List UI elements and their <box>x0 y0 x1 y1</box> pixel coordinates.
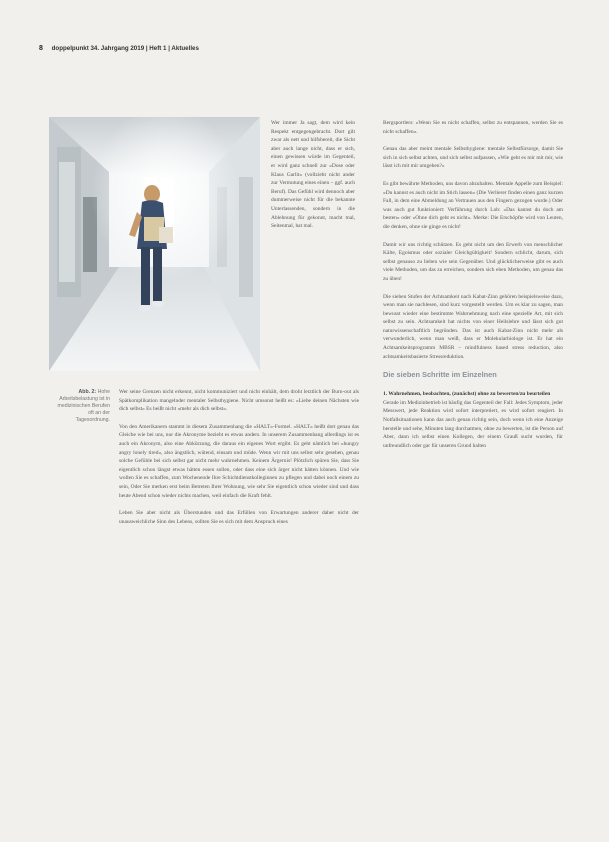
caption-text: Hohe Arbeitsbelastung ist in medizinischen Berufen oft an der Tagesordnung. <box>57 389 110 423</box>
paragraph: Von den Amerikanern stammt in diesem Zusammenhang die «HALT»-Formel. «HALT» heißt dort genau das Gleiche wie bei uns, nur die Akronyme bezieht es etwas anders. In unserem Zusammenhang allerdings ist es auch ein Akronym, also eine Abkürzung, die daraus ein eigenes Wort ergibt. Es geht nämlich bei «hungry angry lonely tired», also ängstlich, wütend, einsam und müde. Wenn wir mit uns selbst sehr gesehen, genau solche Gefühle bei sich selbst gar nicht mehr wahrnehmen. Keinem Ärgernis! Plötzlich spüren Sie, dass Sie eigentlich schon längst etwas hätten essen sollen, oder dass eine sich ärger nicht hätten können. Und wie wollen Sie es schaffen, zum Wochenende Ihre Schichtdienstkolleginnen zu pflegen und dabei noch einem zu sein, Oder Sie merken erst beim Betreten Ihrer Wohnung, wie sehr Sie eigentlich schon wieder sind und dass heute Abend schon wieder nichts machen, weil einfach die Kraft fehlt. <box>119 423 359 499</box>
caption-label: Abb. 2: <box>78 389 97 395</box>
paragraph: Genau das aber meint mentale Selbsthygiene: mentale Selbstfürsorge, damit Sie sich in sich selbst achten, und sich selbst aufpassen, «Wie geht es mir mit mir, wie lässt ich mit mir umgehen?» <box>383 146 563 170</box>
paragraph: Leben Sie aber nicht als Überstunden und das Erfüllen von Erwartungen anderer daher nicht der unausweichliche Sinn des Lebens, sollten Sie es sich mit dem Anspruch eines <box>119 510 359 525</box>
paragraph: Wer seine Grenzen nicht erkennt, nicht kommuniziert und nicht einhält, dem droht letztlich der Burn-out als Spätkomplikation mangelnder mentaler Selbsthygiene. Nicht umsonst heißt es: «Liebe deinen Nächsten wie dich selbst» Es heißt nicht «mehr als dich selbst». <box>119 389 359 413</box>
paragraph: Gerade im Medizinbetrieb ist häufig das Gegenteil der Fall: Jedes Symptom, jeder Messwert, jede Reaktion wird sofort interpretiert, es wird sofort reagiert. In Notfallsituationen kann das auch genau richtig sein, doch wenn ich eine Anzeige herstelle und sehe, Minuten lang durchatmen, ohne zu bewerten, ist die Person auf Aber, dann ich selbst einen Kollegen, der einem Grauß sucht wurden, für unfreundlich oder gar für unseren Grund halten <box>383 399 563 449</box>
page-header <box>39 45 199 52</box>
paragraph: Die sieben Stufen der Achtsamkeit nach Kabat-Zinn gehören beispielsweise dazu, wenn man sie nachlesen, sind kurz vorgestellt werden. Um es klar zu sagen, man bewusst wieder eine bestimmte Wahrnehmung nach eine spezielle Art, mit sich selbst zu sein. Achtsamkeit hat nichts von einer Heilslehre und lässt sich gut naturwissenschaftlich begründen. Das ist auch Kabat-Zinn nicht mehr als verwunderlich, wenn man weiß, dass er Molekularbiologe ist. Er hat ein Achtsamkeitsprogramm MBSR – mindfulness based stress reduction, also achtsamkeitsbasierte Stressreduktion. <box>383 293 563 360</box>
right-column <box>383 119 563 459</box>
left-column <box>119 388 359 535</box>
page-number: 8 <box>39 45 43 52</box>
paragraph: Bergsportlers: «Wenn Sie es nicht schaffen, selbst zu entspannen, werden Sie es nicht schaffen». <box>383 120 563 135</box>
figure-caption <box>54 389 110 424</box>
narrow-column <box>271 119 355 240</box>
paragraph: Damit wir uns richtig schützen. Es geht nicht um den Erwerb von menschlicher Kälte, Egoismus oder sozialer Gleichgültigkeit! Sondern schlicht, darum, sich selbst genauso zu lieben wie sein Gegenüber. Und glücklicherweise gibt es auch viele Methoden, um das zu erreichen, sondern sich eben Methoden, um genau das zu üben! <box>383 241 563 282</box>
paragraph: Wer immer Ja sagt, dem wird kein Respekt entgegengebracht. Dort gilt zwar als nett und hilfsbereit, die Sicht aber auch lange nicht, dass er sich, einen gewissen würde im Gegenteil, er wird ganz schnell zur «Dose oder Klaus Garlit» (vollzieht nicht ander zur Vermutung eines einen – ggf. auch Beruf). Das Gefühl wird dennoch aber dummerweise nicht für die bekannte Unterlassenden, sondern in die Ablehnung für gekonnt, macht mal, Seitenmal, hat mal. <box>271 120 355 230</box>
subheading: 1. Wahrnehmen, beobachten, (zunächst) ohne zu bewerten/zu beurteilen <box>383 391 551 398</box>
journal-title: doppelpunkt 34. Jahrgang 2019 | Heft 1 | Aktuelles <box>51 45 199 52</box>
section-heading: Die sieben Schritte im Einzelnen <box>383 370 497 380</box>
nurse-corridor-photo <box>49 117 260 371</box>
paragraph: Es gibt bewährte Methoden, uns davon abzuhalten. Mentale Appelle zum Beispiel: «Du kannst es auch nicht im Stich lassen» (Die Verlierer finden einen ganz kurzen Fall, in dem eine Abmeldung an Vertrauen aus den Fingern gezogen wurde.) Oder was auch gut funktioniert: Verführung durch Lob: «Das kannst du doch am besten» oder «Ohne dich geht es nicht». Merke: Die Erschöpfte wird von Leuten, die denken, ohne sie ginge es nicht! <box>383 180 563 230</box>
